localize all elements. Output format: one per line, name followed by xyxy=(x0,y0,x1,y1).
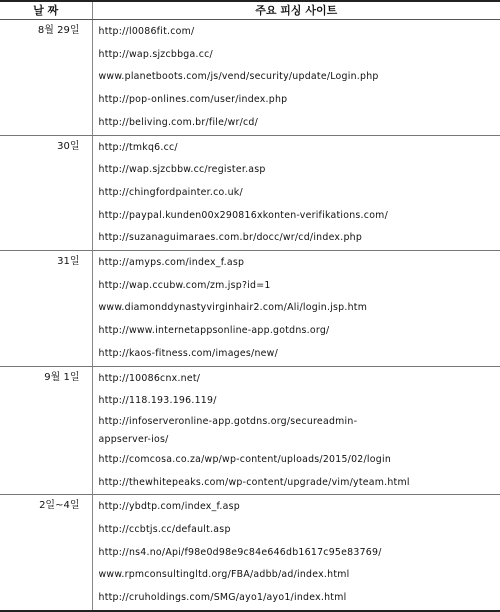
sites-cell xyxy=(92,251,500,367)
date-column-header: 날 짜 xyxy=(0,1,92,20)
table-header-row xyxy=(0,1,500,20)
phishing-url: http://ccbtjs.cc/default.asp xyxy=(99,519,500,542)
phishing-url: www.diamonddynastyvirginhair2.com/Ali/login.jsp.htm xyxy=(99,297,500,320)
phishing-url: http://wap.sjzcbbga.cc/ xyxy=(99,44,500,67)
phishing-url: http://118.193.196.119/ xyxy=(99,390,500,413)
phishing-url: http://wap.sjzcbbw.cc/register.asp xyxy=(99,159,500,182)
phishing-url: http://comcosa.co.za/wp/wp-content/uploads/2015/02/login xyxy=(99,449,500,472)
phishing-url: www.rpmconsultingltd.org/FBA/adbb/ad/index.html xyxy=(99,564,500,587)
phishing-url: http://suzanaguimaraes.com.br/docc/wr/cd/index.php xyxy=(99,227,500,250)
phishing-url: http://www.internetappsonline-app.gotdns.org/ xyxy=(99,320,500,343)
phishing-url-continued: appserver-ios/ xyxy=(99,431,500,449)
date-group-row xyxy=(0,20,500,136)
phishing-url: http://kaos-fitness.com/images/new/ xyxy=(99,343,500,366)
sites-cell xyxy=(92,135,500,251)
phishing-url: http://infoserveronline-app.gotdns.org/secureadmin- xyxy=(99,413,500,431)
date-cell: 30일 xyxy=(0,135,92,251)
phishing-url: http://l0086fit.com/ xyxy=(99,21,500,44)
phishing-url: http://paypal.kunden00x290816xkonten-verifikations.com/ xyxy=(99,205,500,228)
site-column-header: 주요 피싱 사이트 xyxy=(92,1,500,20)
phishing-url: http://ybdtp.com/index_f.asp xyxy=(99,496,500,519)
phishing-url: http://10086cnx.net/ xyxy=(99,368,500,391)
phishing-url: www.planetboots.com/js/vend/security/update/Login.php xyxy=(99,66,500,89)
date-group-row xyxy=(0,135,500,251)
phishing-url: http://wap.ccubw.com/zm.jsp?id=1 xyxy=(99,275,500,298)
date-group-row xyxy=(0,495,500,611)
phishing-url: http://tmkq6.cc/ xyxy=(99,137,500,160)
phishing-url: http://ns4.no/Api/f98e0d98e9c84e646db1617c95e83769/ xyxy=(99,542,500,565)
phishing-url: http://cruholdings.com/SMG/ayo1/ayo1/index.html xyxy=(99,587,500,610)
phishing-url: http://amyps.com/index_f.asp xyxy=(99,252,500,275)
date-group-row xyxy=(0,251,500,367)
phishing-url: http://chingfordpainter.co.uk/ xyxy=(99,182,500,205)
phishing-url: http://pop-onlines.com/user/index.php xyxy=(99,89,500,112)
date-cell: 9월 1일 xyxy=(0,366,92,495)
sites-cell xyxy=(92,20,500,136)
phishing-url: http://beliving.com.br/file/wr/cd/ xyxy=(99,112,500,135)
date-cell: 2일~4일 xyxy=(0,495,92,611)
date-cell: 8월 29일 xyxy=(0,20,92,136)
date-group-row xyxy=(0,366,500,495)
sites-cell xyxy=(92,366,500,495)
phishing-url: http://thewhitepeaks.com/wp-content/upgrade/vim/yteam.html xyxy=(99,472,500,495)
sites-cell xyxy=(92,495,500,611)
date-cell: 31일 xyxy=(0,251,92,367)
